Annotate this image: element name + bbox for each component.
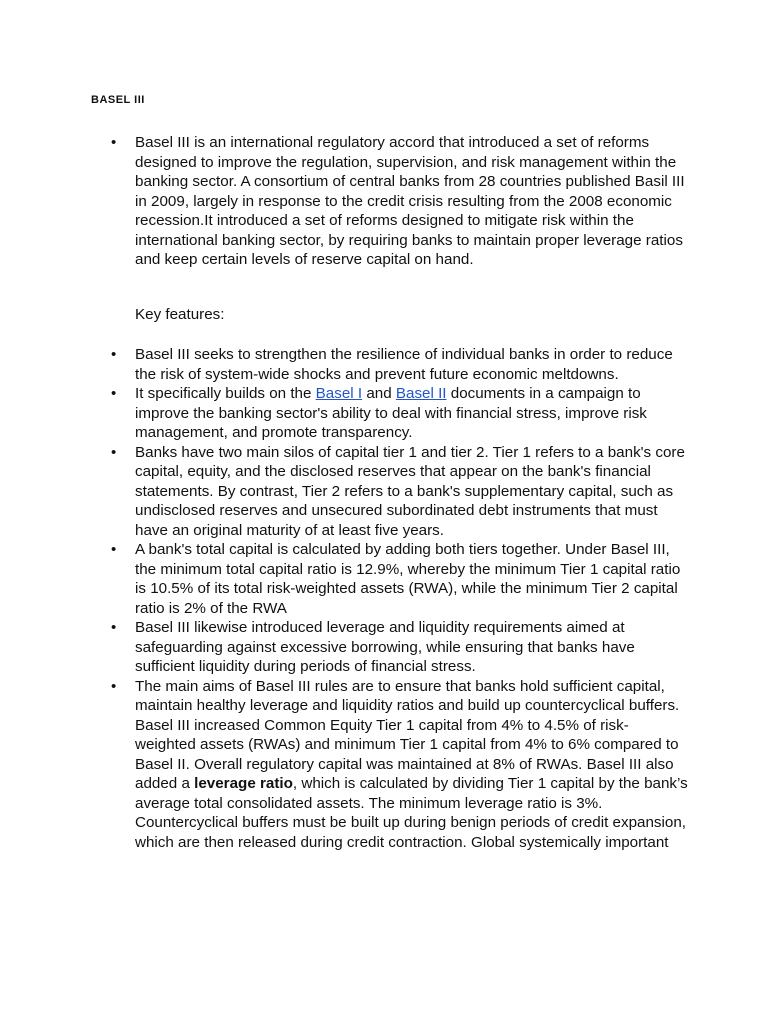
list-item <box>108 133 688 270</box>
intro-paragraph: Basel III is an international regulatory accord that introduced a set of reforms designed to improve the regulation, supervision, and risk management within the banking sector. A consortium of central banks from 28 countries published Basil III in 2009, largely in response to the credit crisis resulting from the 2008 economic recession.It introduced a set of reforms designed to mitigate risk within the international banking sector, by requiring banks to maintain proper leverage ratios and keep certain levels of reserve capital on hand. <box>135 134 685 268</box>
key-features-label: Key features: <box>135 306 225 323</box>
bullet-icon: • <box>111 385 117 402</box>
key-features-list <box>108 345 688 852</box>
feature-text: Basel III likewise introduced leverage and liquidity requirements aimed at safeguarding against excessive borrowing, while ensuring that banks have sufficient liquidity during periods of financial stress. <box>135 619 635 675</box>
feature-text-part: The main aims of Basel III rules are to ensure that banks hold sufficient capital, maintain healthy leverage and liquidity ratios and build up countercyclical buffers. Basel III increased Common Equity Tier 1 capital from 4% to 4.5% of risk-weighted assets (RWAs) and minimum Tier 1 capital from 4% to 6% compared to Basel II. Overall regulatory capital was maintained at 8% of RWAs. Basel III also added a <box>135 677 680 792</box>
basel-i-link[interactable]: Basel I <box>315 385 363 402</box>
feature-text-part: documents in a campaign to improve the banking sector's ability to deal with financial stress, improve risk management, and promote transparency. <box>135 385 647 441</box>
bullet-icon: • <box>111 346 117 363</box>
feature-text-part: and <box>362 385 396 402</box>
bullet-icon: • <box>111 443 117 461</box>
list-item <box>108 677 688 853</box>
intro-list <box>108 133 688 270</box>
list-item <box>108 443 688 541</box>
basel-ii-link[interactable]: Basel II <box>395 385 447 402</box>
document-heading: BASEL III <box>91 94 145 106</box>
feature-text-part: , which is calculated by dividing Tier 1 capital by the bank’s average total consolidated assets. The minimum leverage ratio is 3%. Countercyclical buffers must be built up during benign periods of credit expansion, which are then released during credit contraction. Global systemically important <box>135 775 688 851</box>
list-item <box>108 384 688 443</box>
bullet-icon: • <box>111 619 117 636</box>
feature-text: Basel III seeks to strengthen the resilience of individual banks in order to reduce the risk of system-wide shocks and prevent future economic meltdowns. <box>135 346 673 383</box>
feature-text: Banks have two main silos of capital tier 1 and tier 2. Tier 1 refers to a bank's core capital, equity, and the disclosed reserves that appear on the bank's financial statements. By contrast, Tier 2 refers to a bank's supplementary capital, such as undisclosed reserves and unsecured subordinated debt instruments that must have an original maturity of at least five years. <box>135 443 685 539</box>
bullet-icon: • <box>111 677 117 695</box>
list-item <box>108 618 688 677</box>
feature-text-part: It specifically builds on the <box>135 385 316 402</box>
list-item <box>108 540 688 618</box>
bullet-icon: • <box>111 541 117 558</box>
feature-text: A bank's total capital is calculated by adding both tiers together. Under Basel III, the minimum total capital ratio is 12.9%, whereby the minimum Tier 1 capital ratio is 10.5% of its total risk-weighted assets (RWA), while the minimum Tier 2 capital ratio is 2% of the RWA <box>135 541 681 617</box>
leverage-ratio-term: leverage ratio <box>194 775 293 792</box>
bullet-icon: • <box>111 134 117 151</box>
list-item <box>108 345 688 384</box>
